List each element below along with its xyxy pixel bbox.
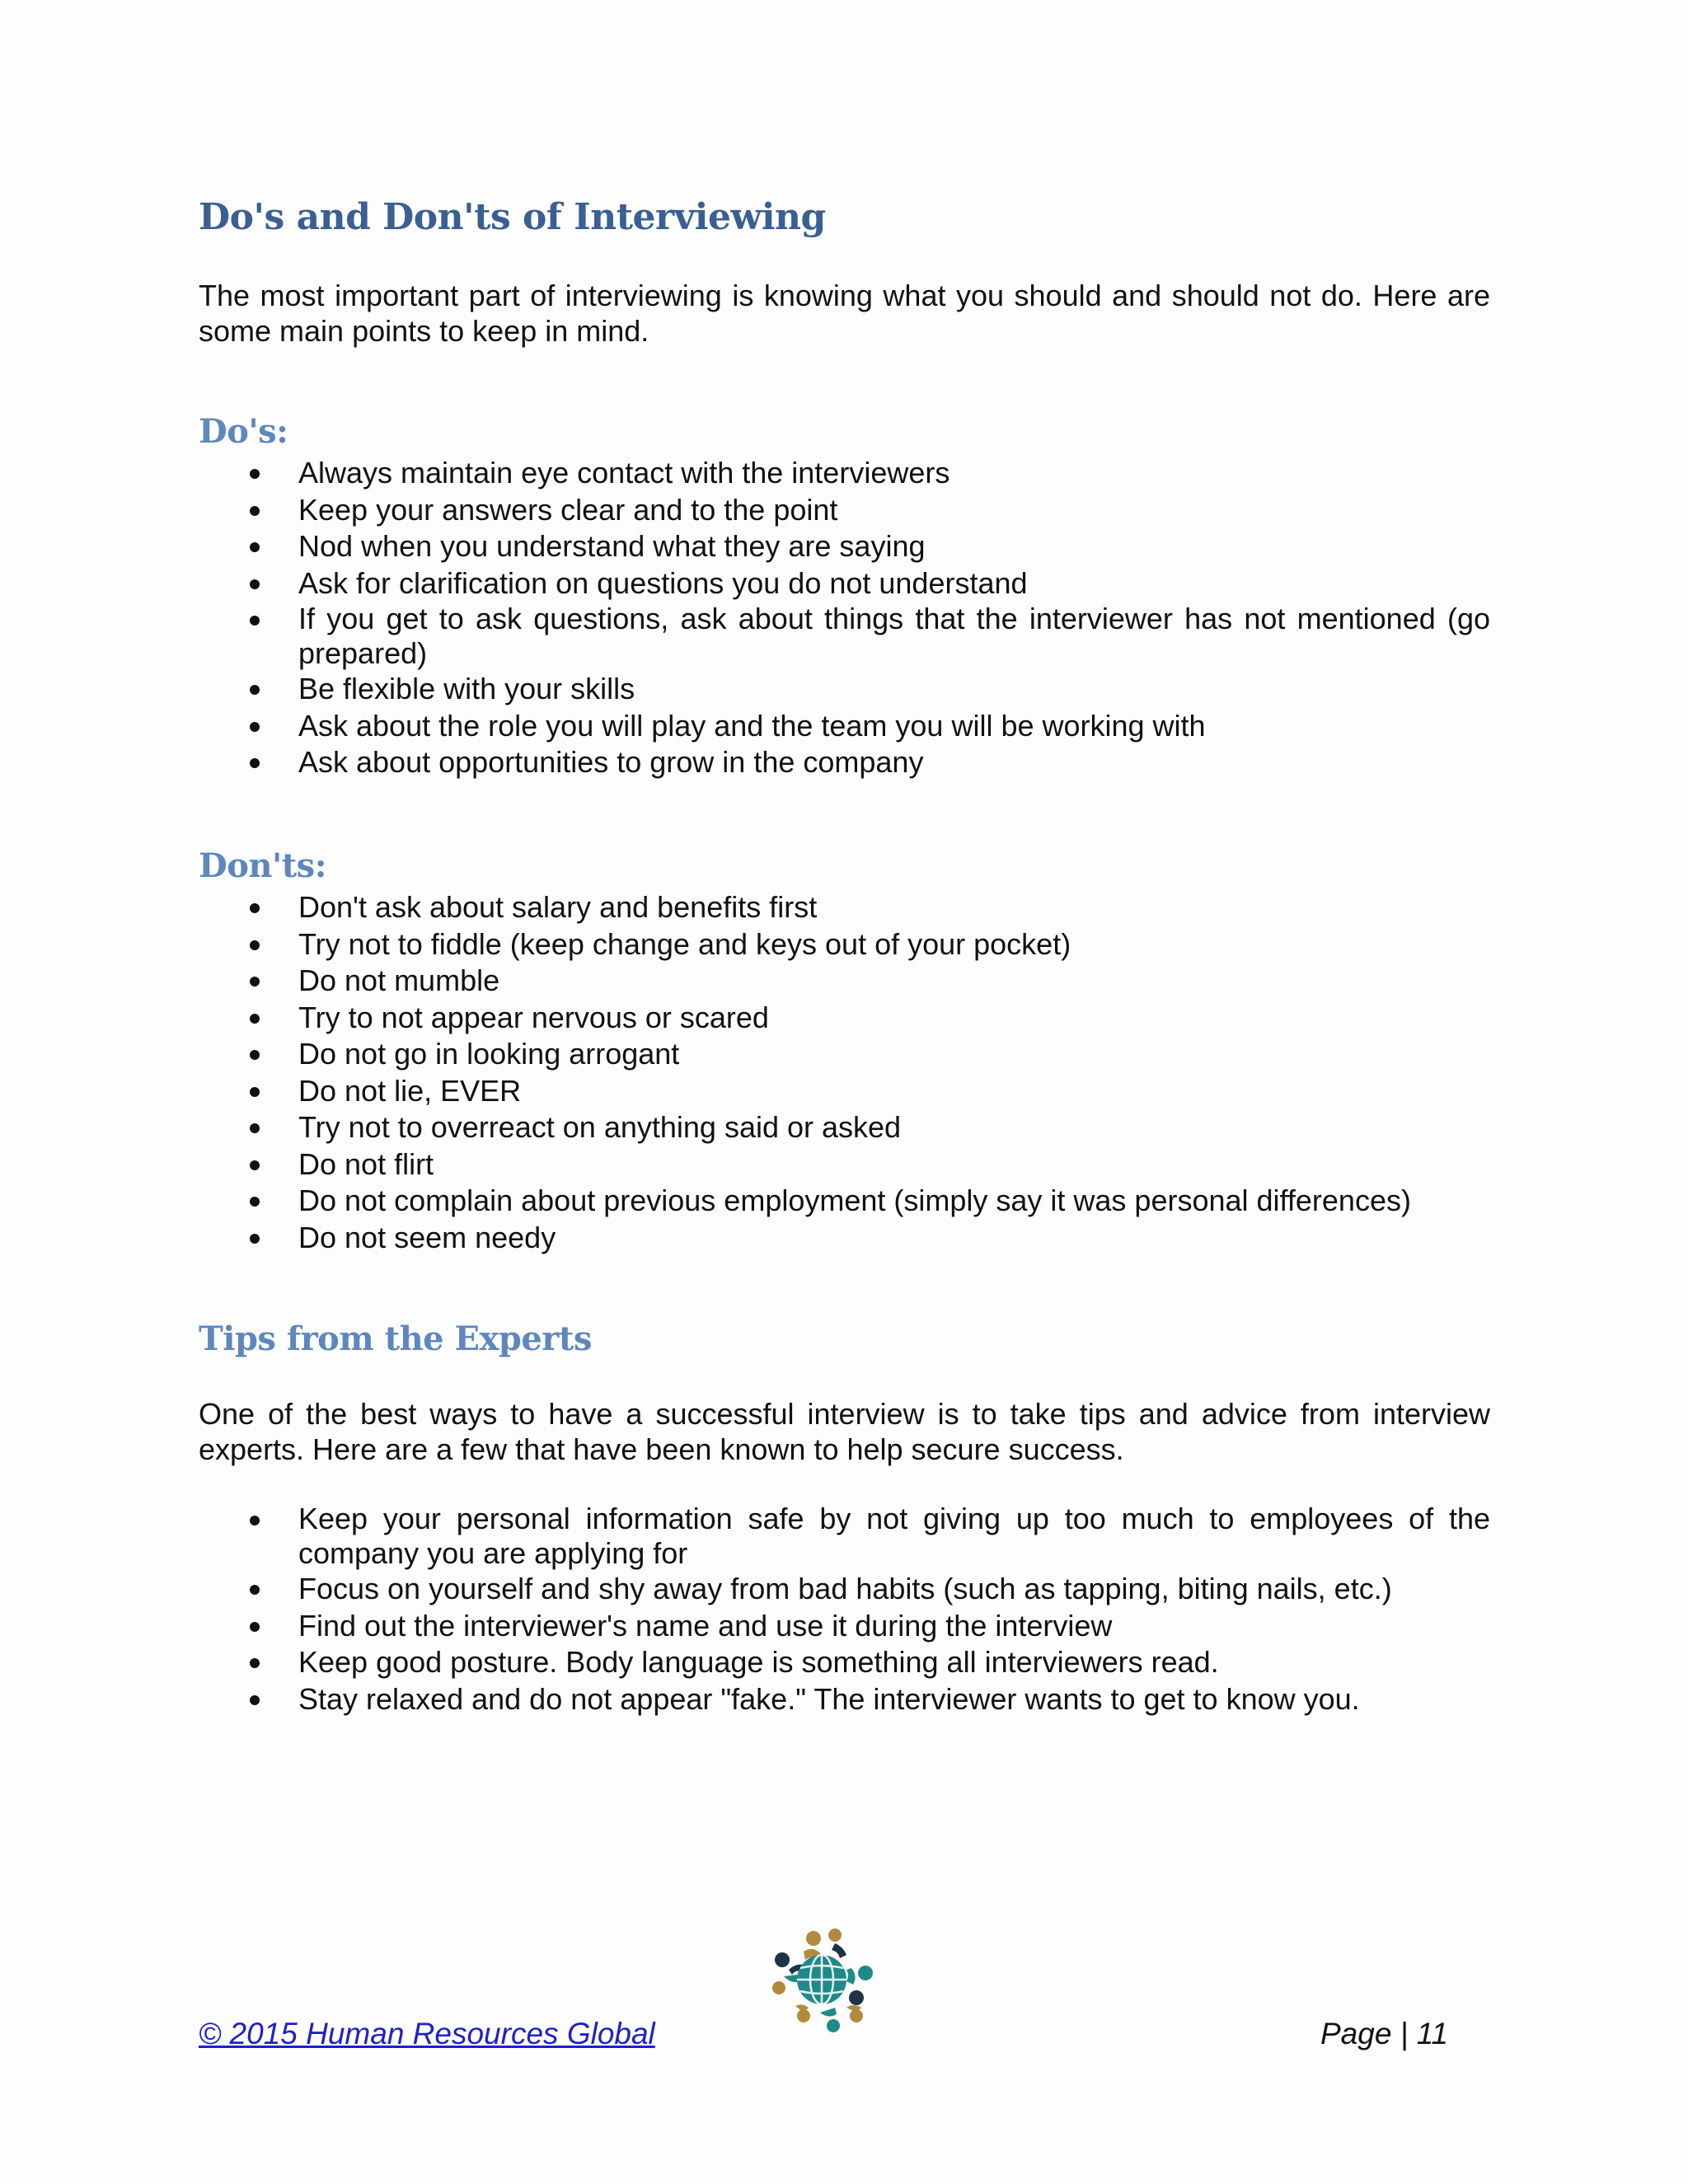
list-item: Ask about opportunities to grow in the company	[199, 744, 1490, 781]
list-item: Focus on yourself and shy away from bad habits (such as tapping, biting nails, etc.)	[199, 1571, 1490, 1608]
list-item: Do not lie, EVER	[199, 1073, 1490, 1110]
bullet-icon	[250, 579, 260, 589]
bullet-icon	[250, 1622, 260, 1632]
bullet-icon	[250, 469, 260, 479]
bullet-icon	[250, 940, 260, 950]
list-item: Don't ask about salary and benefits first	[199, 889, 1490, 926]
bullet-icon	[250, 1087, 260, 1097]
bullet-icon	[250, 1585, 260, 1595]
bullet-icon	[250, 1160, 260, 1170]
bullet-icon	[250, 1234, 260, 1244]
bullet-icon	[250, 758, 260, 768]
bullet-icon	[250, 685, 260, 695]
bullet-icon	[250, 616, 260, 626]
intro-paragraph: The most important part of interviewing is knowing what you should and should not do. Here are some main points to keep in mind.	[199, 279, 1490, 348]
page-number: Page | 11	[1320, 2017, 1448, 2050]
list-item: Try not to overreact on anything said or asked	[199, 1109, 1490, 1146]
list-item: Try not to fiddle (keep change and keys out of your pocket)	[199, 926, 1490, 963]
dos-list	[199, 455, 1490, 781]
list-item: Try to not appear nervous or scared	[199, 1000, 1490, 1037]
list-item: If you get to ask questions, ask about things that the interviewer has not mentioned (go prepared)	[199, 602, 1490, 671]
bullet-icon	[250, 722, 260, 732]
list-item: Keep good posture. Body language is something all interviewers read.	[199, 1644, 1490, 1681]
list-item: Ask about the role you will play and the team you will be working with	[199, 708, 1490, 745]
list-item: Do not complain about previous employment (simply say it was personal differences)	[199, 1183, 1490, 1220]
list-item: Keep your answers clear and to the point	[199, 492, 1490, 529]
list-item: Nod when you understand what they are saying	[199, 528, 1490, 565]
bullet-icon	[250, 1014, 260, 1024]
list-item: Be flexible with your skills	[199, 671, 1490, 708]
bullet-icon	[250, 1123, 260, 1133]
donts-list	[199, 889, 1490, 1256]
bullet-icon	[250, 1516, 260, 1526]
bullet-icon	[250, 506, 260, 516]
page-title: Do's and Don'ts of Interviewing	[199, 196, 826, 238]
copyright-link[interactable]: © 2015 Human Resources Global	[199, 2017, 655, 2050]
list-item: Always maintain eye contact with the interviewers	[199, 455, 1490, 492]
list-item: Do not seem needy	[199, 1220, 1490, 1257]
list-item: Ask for clarification on questions you do not understand	[199, 565, 1490, 602]
bullet-icon	[250, 1658, 260, 1668]
list-item: Do not flirt	[199, 1146, 1490, 1183]
bullet-icon	[250, 977, 260, 987]
bullet-icon	[250, 1050, 260, 1060]
bullet-icon	[250, 1695, 260, 1705]
list-item: Stay relaxed and do not appear "fake." The interviewer wants to get to know you.	[199, 1681, 1490, 1718]
list-item: Do not mumble	[199, 963, 1490, 1000]
list-item: Find out the interviewer's name and use it during the interview	[199, 1608, 1490, 1645]
list-item: Keep your personal information safe by not giving up too much to employees of the company you are applying for	[199, 1502, 1490, 1571]
tips-heading: Tips from the Experts	[199, 1319, 592, 1358]
donts-heading: Don'ts:	[199, 846, 326, 885]
tips-intro-paragraph: One of the best ways to have a successful interview is to take tips and advice from interview experts. Here are a few that have been known to help secure success.	[199, 1397, 1490, 1466]
bullet-icon	[250, 903, 260, 913]
bullet-icon	[250, 542, 260, 552]
globe-people-logo-icon	[771, 1927, 878, 2034]
bullet-icon	[250, 1197, 260, 1207]
tips-list	[199, 1502, 1490, 1718]
dos-heading: Do's:	[199, 412, 288, 451]
list-item: Do not go in looking arrogant	[199, 1036, 1490, 1073]
